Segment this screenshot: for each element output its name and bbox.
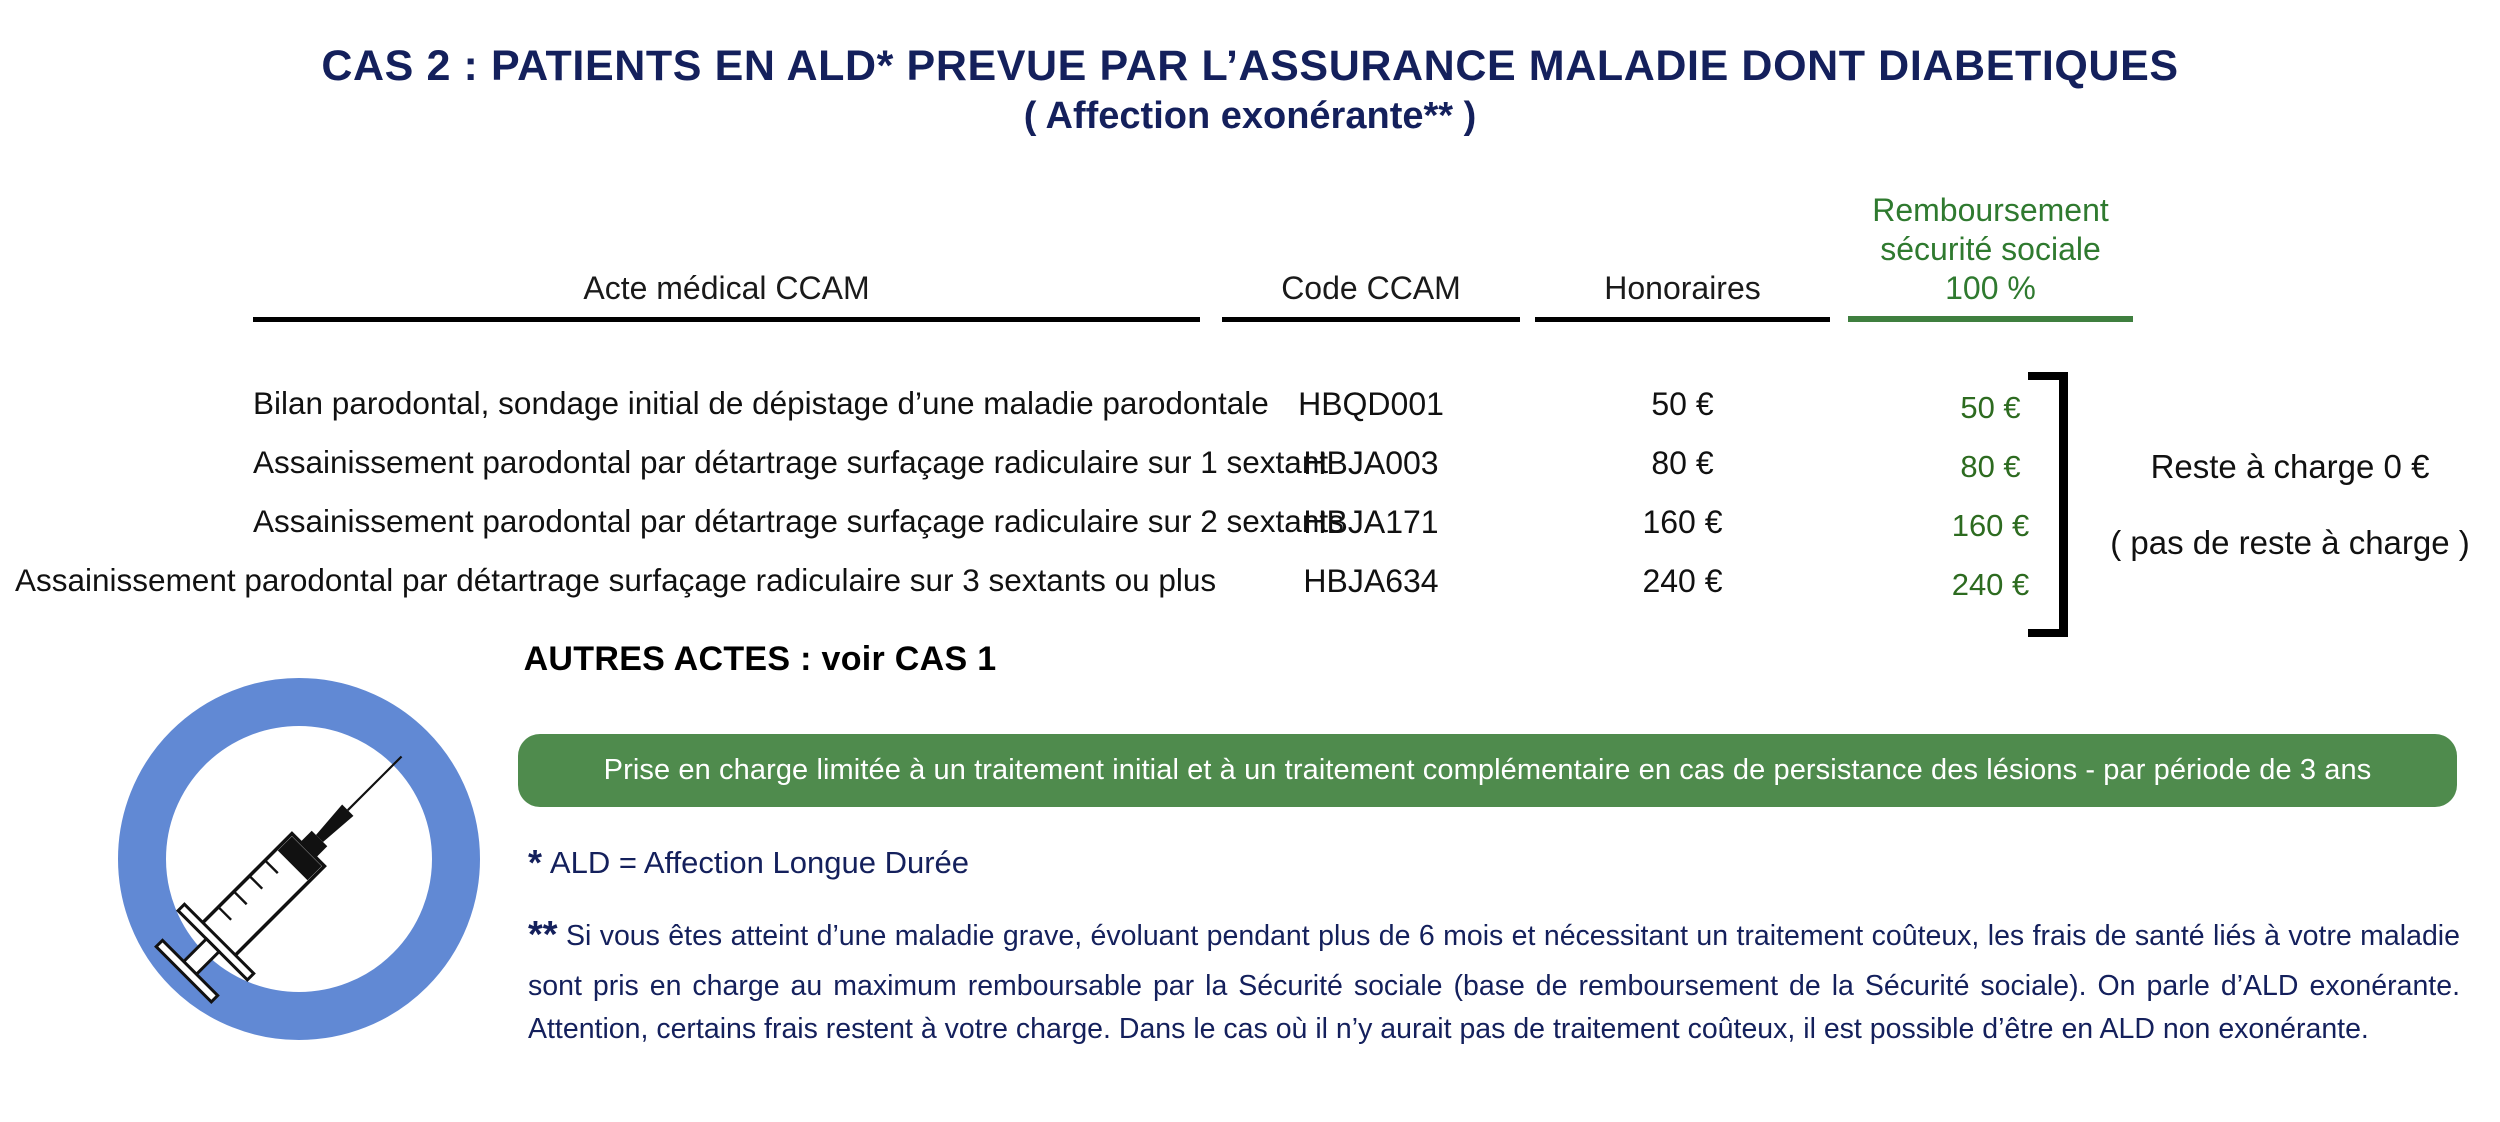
column-rule-honoraires: [1535, 317, 1830, 322]
footnote-marker-single: *: [528, 842, 544, 883]
table-row: [0, 385, 2500, 450]
coverage-banner: [518, 734, 2457, 807]
cell-acte: Bilan parodontal, sondage initial de dépistage d’une maladie parodontale: [253, 385, 1269, 421]
grouping-bracket: [2028, 372, 2068, 637]
syringe-badge: [118, 678, 480, 1040]
column-rule-code: [1222, 317, 1520, 322]
cell-remboursement: 160 €: [1951, 508, 2030, 543]
column-rule-remboursement: [1848, 316, 2133, 322]
column-header-code: Code CCAM: [1281, 269, 1461, 306]
footnotes: [528, 842, 2460, 1051]
cell-code: HBQD001: [1298, 386, 1444, 422]
syringe-icon: [118, 678, 480, 1040]
column-header-acte: Acte médical CCAM: [583, 269, 870, 306]
page-title-line1: CAS 2 : PATIENTS EN ALD* PREVUE PAR L’ASSURANCE MALADIE DONT DIABETIQUES: [321, 42, 2179, 90]
cell-honoraires: 160 €: [1642, 504, 1723, 540]
column-header-remboursement-line2: sécurité sociale: [1880, 230, 2101, 267]
cell-code: HBJA003: [1303, 445, 1439, 481]
cell-acte: Assainissement parodontal par détartrage surfaçage radiculaire sur 1 sextant: [253, 444, 1329, 480]
cell-remboursement: 50 €: [1960, 390, 2021, 425]
cell-honoraires: 50 €: [1651, 386, 1714, 422]
cell-code: HBJA634: [1303, 563, 1439, 599]
table-row: [0, 562, 2500, 627]
pas-de-reste-a-charge-label: ( pas de reste à charge ): [2110, 524, 2470, 561]
cell-honoraires: 80 €: [1651, 445, 1714, 481]
footnote-single-star: [528, 842, 2460, 883]
cell-acte: Assainissement parodontal par détartrage surfaçage radiculaire sur 3 sextants ou plus: [15, 562, 1217, 598]
page-title: [0, 42, 2500, 141]
footnote-double-star: [528, 907, 2460, 1051]
footnote-marker-double: **: [528, 914, 558, 956]
cell-acte: Assainissement parodontal par détartrage surfaçage radiculaire sur 2 sextants: [253, 503, 1344, 539]
cell-remboursement: 240 €: [1951, 567, 2030, 602]
cell-honoraires: 240 €: [1642, 563, 1723, 599]
autres-actes-label: AUTRES ACTES : voir CAS 1: [523, 640, 997, 678]
reste-a-charge-label: Reste à charge 0 €: [2150, 448, 2430, 485]
page-title-line2: ( Affection exonérante** ): [1023, 95, 1477, 138]
column-header-remboursement: [1848, 191, 2133, 308]
cell-remboursement: 80 €: [1960, 449, 2021, 484]
table-header-row: [0, 185, 2500, 330]
cell-code: HBJA171: [1303, 504, 1439, 540]
coverage-banner-text: Prise en charge limitée à un traitement initial et à un traitement complémentaire en cas de persistance des lésions - par période de 3 ans: [603, 754, 2372, 786]
column-header-honoraires: Honoraires: [1604, 269, 1761, 306]
column-header-remboursement-line1: Remboursement: [1872, 191, 2109, 228]
column-header-remboursement-line3: 100 %: [1945, 269, 2036, 306]
footnote-text-single: ALD = Affection Longue Durée: [543, 845, 970, 880]
column-rule-acte: [253, 317, 1200, 322]
footnote-text-double: Si vous êtes atteint d’une maladie grave, évoluant pendant plus de 6 mois et nécessitant un traitement coûteux, les frais de santé liés à votre maladie sont pris en charge au maximum remboursable par la Sécurité sociale (base de remboursement de la Sécurité sociale). On parle d’ALD exonérante. Attention, certains frais restent à votre charge. Dans le cas où il n’y aurait pas de traitement coûteux, il est possible d’être en ALD non exonérante.: [528, 920, 2460, 1046]
